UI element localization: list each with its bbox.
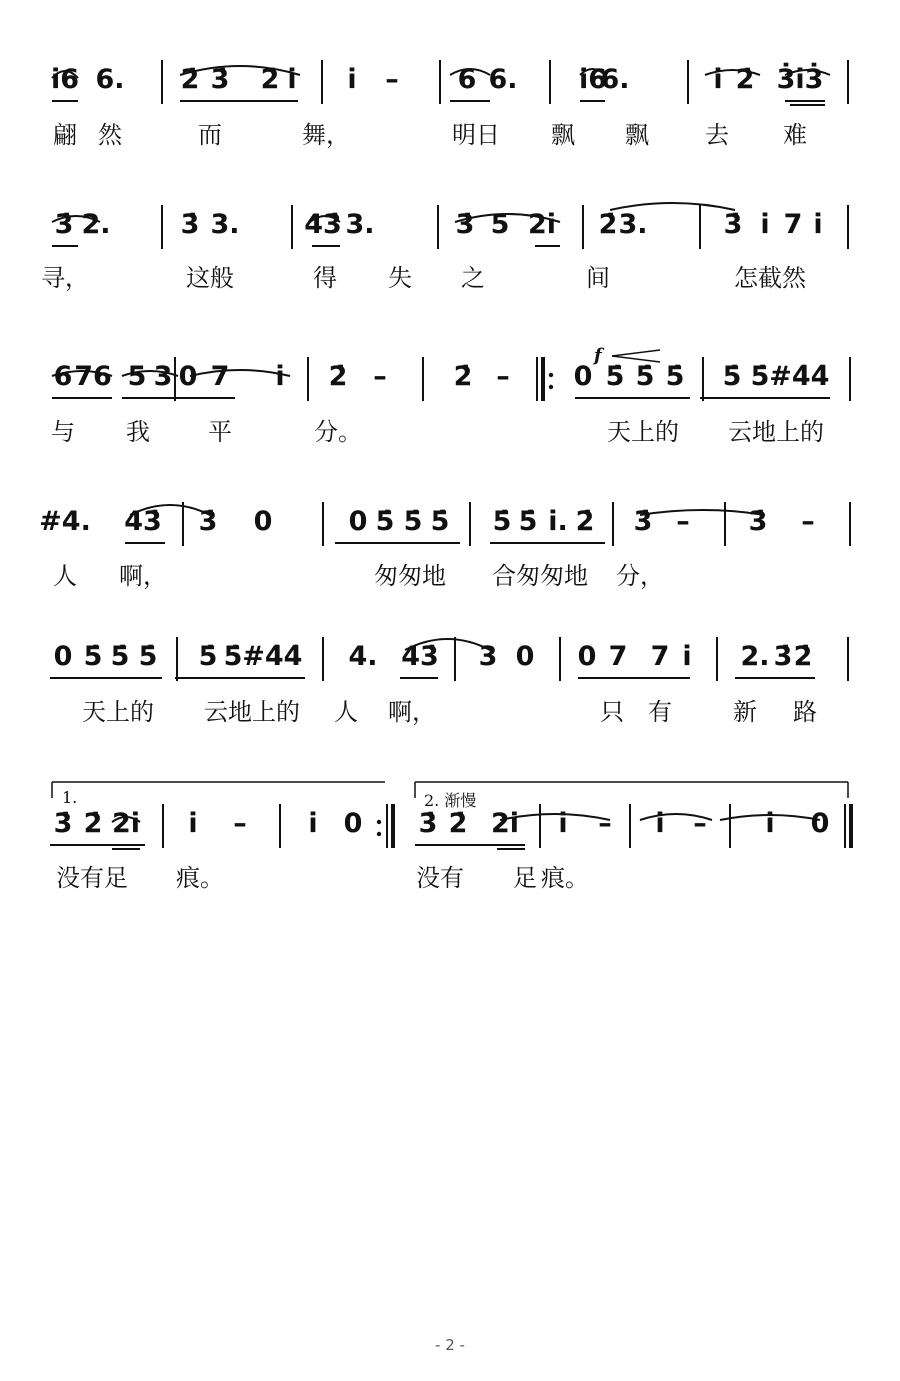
note: 5̇: [665, 361, 685, 392]
note: 5̇: [635, 361, 655, 392]
lyric: 失: [388, 264, 412, 292]
note: i: [655, 808, 665, 839]
lyric: 飘: [551, 121, 575, 149]
note: –: [233, 808, 247, 839]
note: i: [713, 64, 723, 95]
note: 0: [53, 641, 73, 672]
note: 5̇: [518, 506, 538, 537]
note: 2.: [740, 641, 770, 672]
repeat-dot: [377, 820, 381, 824]
note: 3.: [345, 209, 375, 240]
note: 76: [74, 361, 112, 392]
note: 43̇: [401, 641, 439, 672]
note: i: [347, 64, 357, 95]
note: 3̇: [773, 641, 793, 672]
lyric: 足: [513, 864, 537, 892]
note: i: [682, 641, 692, 672]
lyric: 明日: [452, 121, 500, 149]
note: 4̇: [283, 641, 303, 672]
note: 6.: [488, 64, 518, 95]
note: 6: [53, 361, 73, 392]
note: 3̇: [455, 209, 475, 240]
note: #4̇: [769, 361, 811, 392]
note: 3̇: [723, 209, 743, 240]
lyric: 这般: [186, 264, 234, 292]
lyric: 怎截然: [734, 264, 806, 292]
note: 43̇: [124, 506, 162, 537]
lyric: 平: [208, 418, 232, 446]
note: 4.: [348, 641, 378, 672]
note: 3̇: [198, 506, 218, 537]
note: 5: [490, 209, 510, 240]
note: –: [385, 64, 399, 95]
lyric: 分。: [314, 418, 362, 446]
lyric: 翩: [53, 121, 77, 149]
lyric: 得: [313, 264, 337, 292]
note: 2i: [111, 808, 141, 839]
note: i: [287, 64, 297, 95]
lyric: 啊，: [119, 562, 167, 590]
note: 2̇: [328, 361, 348, 392]
lyric: 没有: [416, 864, 464, 892]
note: 5̇: [223, 641, 243, 672]
note: 5̇: [750, 361, 770, 392]
slur: [640, 510, 765, 515]
note: 0: [178, 361, 198, 392]
note: 5: [127, 361, 147, 392]
note: 6: [457, 64, 477, 95]
note: 2̇: [448, 808, 468, 839]
note: 4̇: [810, 361, 830, 392]
note: 2̇: [598, 209, 618, 240]
note: 5̇: [198, 641, 218, 672]
note: i6: [50, 64, 80, 95]
note: –: [801, 506, 815, 537]
note: 2̇: [83, 808, 103, 839]
lyric: 天上的: [607, 418, 679, 446]
note: 2.: [81, 209, 111, 240]
note: 2̇: [575, 506, 595, 537]
note: 2̇: [793, 641, 813, 672]
note: 3̇: [633, 506, 653, 537]
note: 5̇: [492, 506, 512, 537]
note: 5̇: [375, 506, 395, 537]
note: 5̇: [138, 641, 158, 672]
note: 5̇: [110, 641, 130, 672]
lyric: 痕。: [541, 864, 589, 892]
lyric: 没有足: [56, 864, 128, 892]
lyric: 间: [586, 264, 610, 292]
note: –: [496, 361, 510, 392]
note: 2̇: [180, 64, 200, 95]
lyric: 只: [600, 698, 624, 726]
note: 0: [253, 506, 273, 537]
note: 6.: [95, 64, 125, 95]
lyric: 人: [334, 698, 358, 726]
note: 5̇: [430, 506, 450, 537]
lyric: 之: [461, 264, 485, 292]
lyric: 新: [733, 698, 757, 726]
note: i: [188, 808, 198, 839]
note: 3: [478, 641, 498, 672]
lyric: 而: [198, 121, 222, 149]
note: 5̇: [83, 641, 103, 672]
page-number: - 2 -: [435, 1336, 465, 1354]
note: 5̇: [722, 361, 742, 392]
note: 0: [348, 506, 368, 537]
lyric: 天上的: [82, 698, 154, 726]
note: i: [813, 209, 823, 240]
volta-1-label: 1.: [62, 788, 78, 807]
note: i: [765, 808, 775, 839]
note: #4.: [39, 506, 91, 537]
volta-2-label: 2. 渐慢: [424, 791, 477, 810]
note: 3: [153, 361, 173, 392]
note: –: [373, 361, 387, 392]
lyric: 与: [51, 418, 75, 446]
note: 3.: [210, 209, 240, 240]
lyric: 云地上的: [204, 698, 300, 726]
note: 43̇: [304, 209, 342, 240]
note: 3.: [618, 209, 648, 240]
lyric: 分，: [616, 562, 664, 590]
note: 0: [573, 361, 593, 392]
lyric: 难: [783, 121, 807, 149]
note: i: [275, 361, 285, 392]
note: 0: [515, 641, 535, 672]
note: i: [760, 209, 770, 240]
lyric: 匆匆地: [374, 562, 446, 590]
repeat-dot: [549, 385, 553, 389]
note: 3̇: [180, 209, 200, 240]
lyric: 飘: [625, 121, 649, 149]
lyric: 我: [126, 418, 150, 446]
lyric: 人: [53, 562, 77, 590]
note: 7: [210, 361, 230, 392]
note: i6: [578, 64, 608, 95]
lyric: 寻，: [41, 264, 89, 292]
lyric: 啊，: [388, 698, 436, 726]
note: 2̇: [735, 64, 755, 95]
note: 0: [343, 808, 363, 839]
lyric: 路: [793, 698, 817, 726]
note: –: [598, 808, 612, 839]
lyric: 云地上的: [728, 418, 824, 446]
note: 6.: [600, 64, 630, 95]
lyric: 痕。: [176, 864, 224, 892]
note: 2i: [490, 808, 520, 839]
note: i.: [548, 506, 568, 537]
lyric: 然: [98, 121, 122, 149]
note: 3̇: [210, 64, 230, 95]
note: 3̇: [54, 209, 74, 240]
note: 5̇: [403, 506, 423, 537]
note: 2i: [527, 209, 557, 240]
note: 0: [577, 641, 597, 672]
note: 0: [810, 808, 830, 839]
note: 2̇: [260, 64, 280, 95]
note: –: [693, 808, 707, 839]
lyric: 有: [648, 698, 672, 726]
note: 7: [783, 209, 803, 240]
lyric: 合匆匆地: [492, 562, 588, 590]
note: 2̇: [453, 361, 473, 392]
note: 3̇: [748, 506, 768, 537]
repeat-dot: [549, 373, 553, 377]
lyric: 舞，: [302, 121, 350, 149]
note: 3̇: [418, 808, 438, 839]
note: 7: [650, 641, 670, 672]
repeat-dot: [377, 832, 381, 836]
note: i: [308, 808, 318, 839]
note: 5̇: [605, 361, 625, 392]
dynamic-mark: f: [594, 345, 602, 366]
note: 3̇: [53, 808, 73, 839]
lyric: 去: [705, 121, 729, 149]
note: i: [558, 808, 568, 839]
note: –: [676, 506, 690, 537]
note: 3̇i3̇: [776, 64, 824, 95]
note: #4̇: [242, 641, 284, 672]
note: 7: [608, 641, 628, 672]
crescendo-hairpin: [612, 350, 660, 356]
